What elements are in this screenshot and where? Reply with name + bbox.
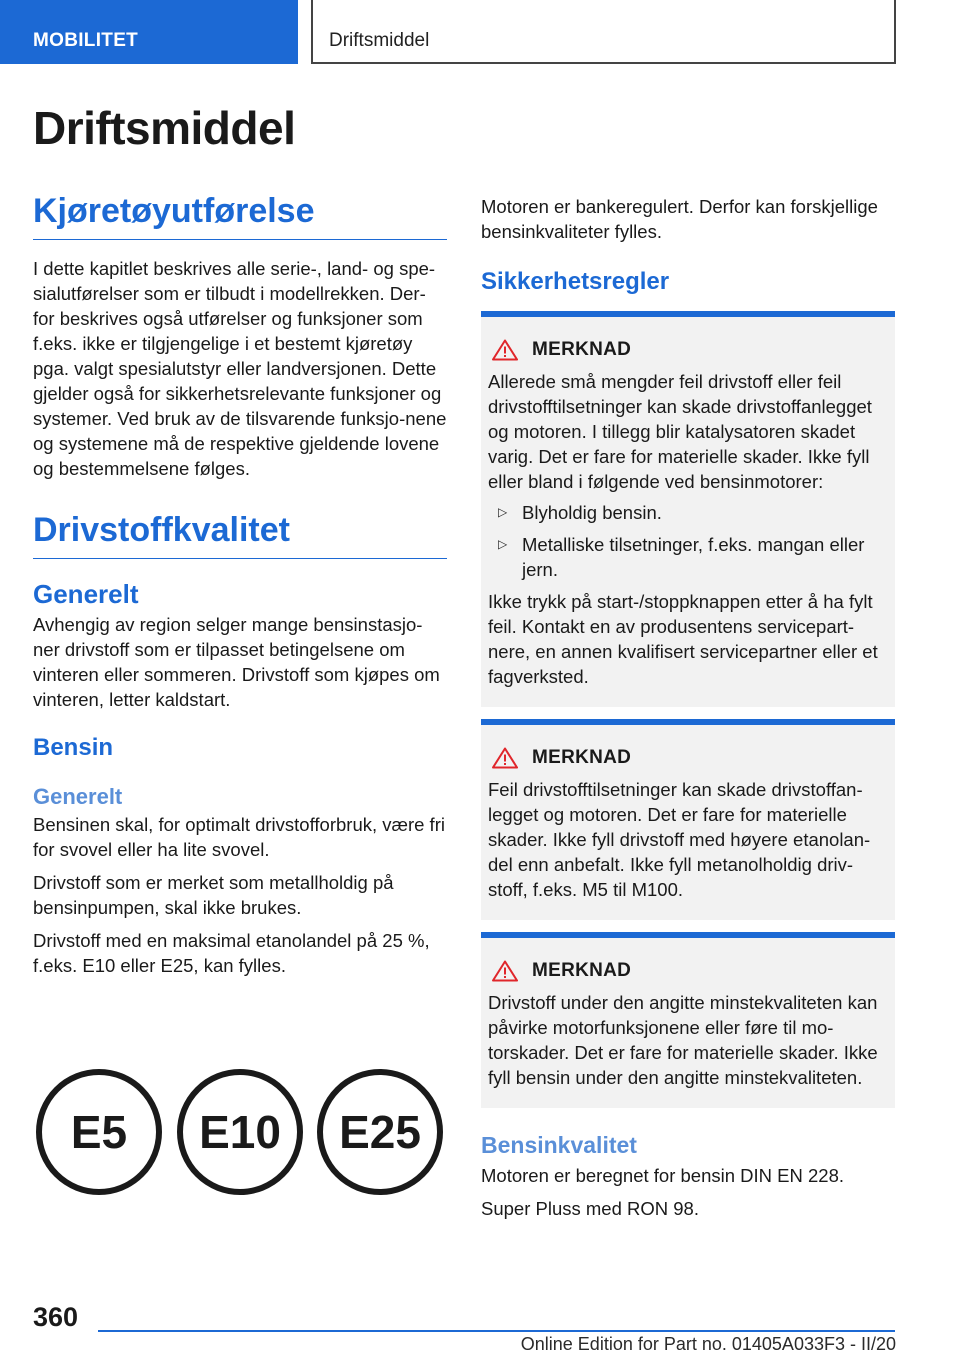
left-column: [33, 192, 447, 978]
petrol-text-2: Drivstoff som er merket som metallholdig på bensinpumpen, skal ikke brukes.: [33, 872, 394, 918]
warning-triangle-icon: [492, 339, 518, 361]
list-item: ▷ Metalliske tilsetninger, f.eks. mangan eller jern.: [488, 532, 887, 582]
fuel-signs-illustration: [33, 1062, 447, 1202]
fuel-sign-e10-label: E10: [199, 1106, 281, 1158]
fuel-sign-e5: [39, 1072, 159, 1192]
chapter-header: [311, 0, 896, 64]
notice-1-text: Allerede små mengder feil drivstoff eller feil drivstofftilsetninger kan skade drivstoffanlegget og motoren. I tillegg blir katalysatoren skadet varig. Det er fare for materielle skader. Ikke fyll eller bland i følgende ved bensinmotorer:: [488, 371, 872, 492]
bullet-triangle-icon: ▷: [498, 537, 508, 551]
intro-text: Motoren er bankeregulert. Derfor kan forskjellige bensinkvaliteter fylles.: [481, 196, 878, 242]
warning-triangle-icon: [492, 960, 518, 982]
vehicle-version-text: I dette kapitlet beskrives alle serie-, land- og spe-sialutførelser som er tilbudt i modellrekken. Der-for beskrives også utførelser og funksjoner som f.eks. ikke er tilgjengelige i et bestemt kjøretøy pga. valgt spesialutstyr eller landversjonen. Dette gjelder også for sikkerhetsrelevante funksjoner og systemer. Ved bruk av de tilsvarende funksjo-nene og systemene må de respektive gjeldende lovene og bestemmelsene følges.: [33, 258, 447, 479]
notice-1-list: [488, 500, 887, 582]
heading-petrol: Bensin: [33, 734, 114, 761]
footer-edition: Online Edition for Part no. 01405A033F3 - II/20: [520, 1334, 896, 1354]
page-title: Driftsmiddel: [33, 102, 296, 154]
notice-box-2: [481, 719, 895, 920]
page-number: 360: [33, 1302, 79, 1332]
notice-label: MERKNAD: [532, 339, 632, 360]
notice-box-3: [481, 932, 895, 1108]
notice-1-text-2: Ikke trykk på start-/stoppknappen etter å ha fylt feil. Kontakt en av produsentens servicepart-nere, en annen kvalifisert servicepartner eller et fagverksted.: [488, 591, 878, 687]
bullet-triangle-icon: ▷: [498, 505, 508, 519]
heading-petrol-general: Generelt: [33, 784, 123, 809]
notice-box-1: [481, 311, 895, 707]
notice-label: MERKNAD: [532, 747, 632, 768]
petrol-text-1: Bensinen skal, for optimalt drivstofforbruk, være fri for svovel eller ha lite svovel.: [33, 814, 445, 860]
petrol-text-3: Drivstoff med en maksimal etanolandel på 25 %, f.eks. E10 eller E25, kan fylles.: [33, 930, 430, 976]
heading-safety-rules: Sikkerhetsregler: [481, 268, 670, 295]
general-text: Avhengig av region selger mange bensinstasjo-ner drivstoff som er tilpasset betingelsene om vinteren eller sommeren. Drivstoff som kjøpes om vinteren, letter kaldstart.: [33, 614, 440, 710]
quality-text-1: Motoren er beregnet for bensin DIN EN 228.: [481, 1165, 844, 1186]
fuel-sign-e25: [320, 1072, 440, 1192]
notice-3-text: Drivstoff under den angitte minstekvaliteten kan påvirke motorfunksjonene eller føre til mo-torskader. Det er fare for materielle skader. Ikke fyll bensin under den angitte minstekvaliteten.: [488, 992, 878, 1088]
heading-fuel-quality: Drivstoffkvalitet: [33, 511, 447, 559]
heading-general: Generelt: [33, 579, 139, 609]
chapter-title: Driftsmiddel: [329, 30, 430, 51]
warning-triangle-icon: [492, 747, 518, 769]
fuel-sign-e5-label: E5: [70, 1106, 128, 1158]
fuel-sign-e25-label: E25: [339, 1106, 421, 1158]
fuel-sign-e10: [180, 1072, 300, 1192]
heading-vehicle-version: Kjøretøyutførelse: [33, 192, 447, 240]
right-column: [481, 192, 895, 1221]
footer-divider: [98, 1330, 895, 1332]
quality-text-2: Super Pluss med RON 98.: [481, 1198, 699, 1219]
section-tab[interactable]: MOBILITET: [0, 0, 298, 64]
list-item: ▷ Blyholdig bensin.: [488, 500, 887, 525]
notice-label: MERKNAD: [532, 960, 632, 981]
notice-2-text: Feil drivstofftilsetninger kan skade drivstoffan-legget og motoren. Det er fare for materielle skader. Ikke fyll drivstoff med høyere etanolan-del enn anbefalt. Ikke fyll metanolholdig driv-stoff, f.eks. M5 til M100.: [488, 779, 871, 900]
heading-petrol-quality: Bensinkvalitet: [481, 1132, 637, 1158]
